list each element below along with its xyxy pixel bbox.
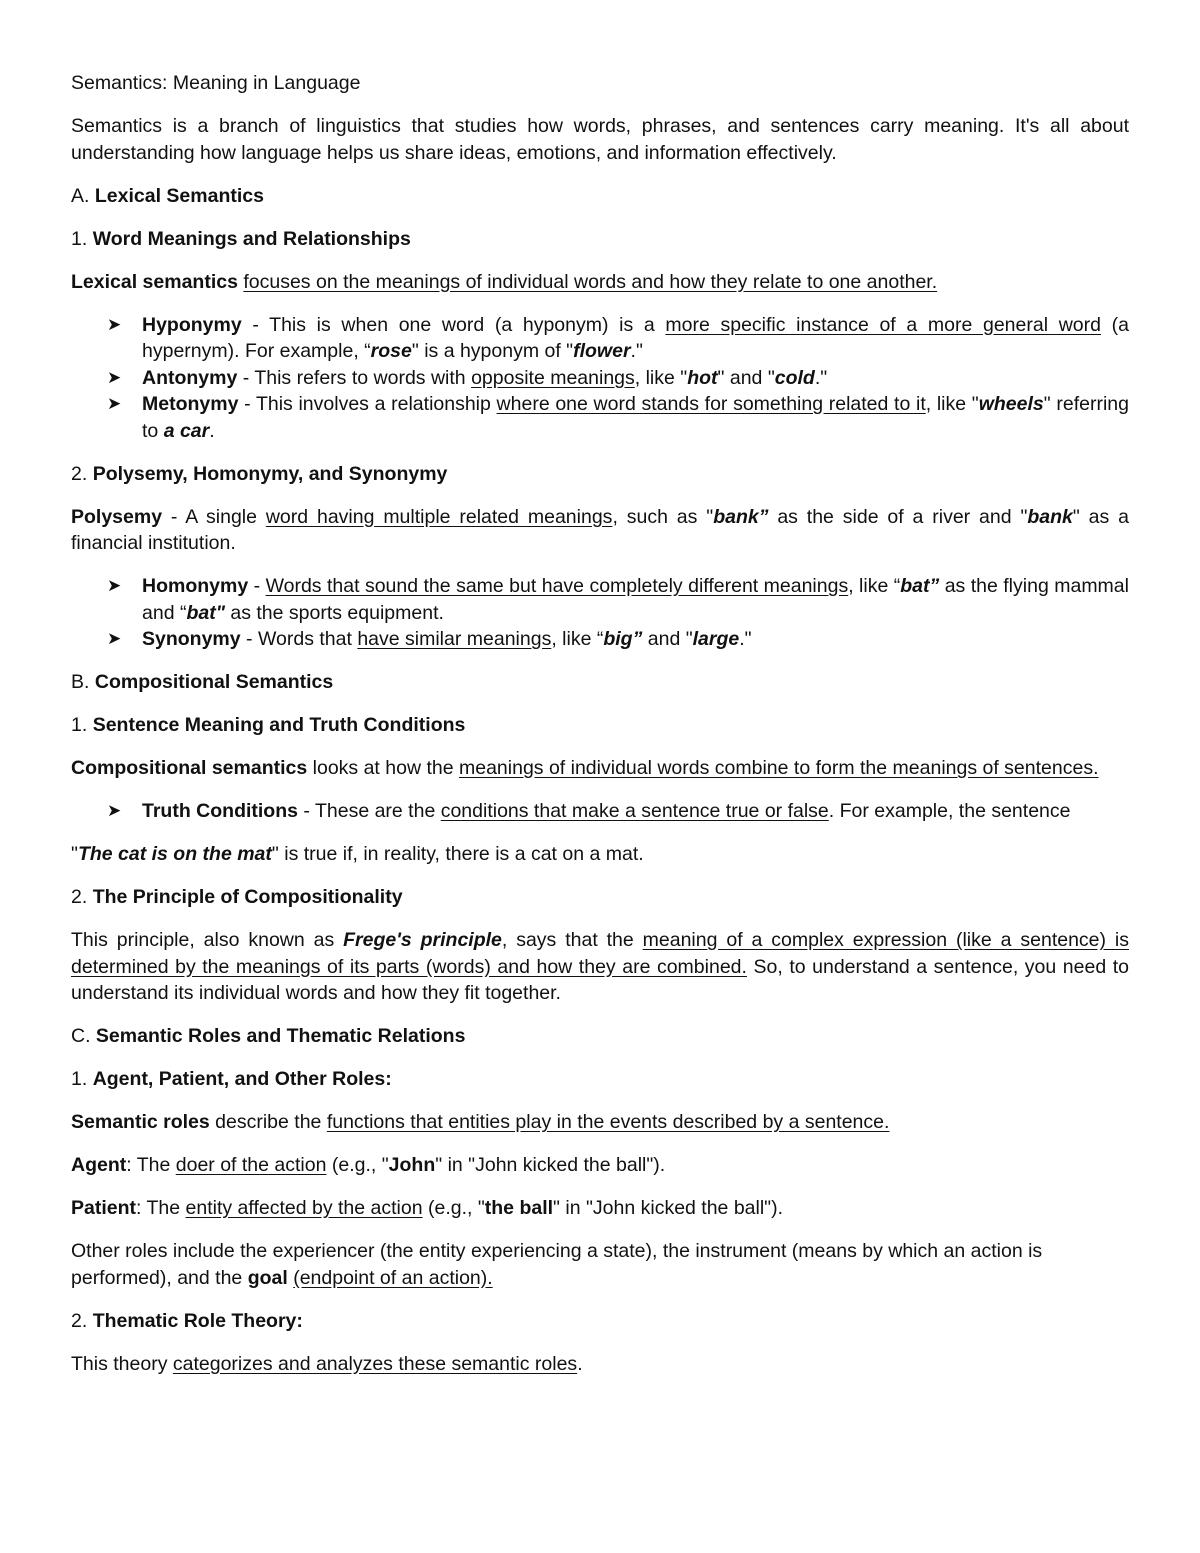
arrow-bullet-icon: ➤	[107, 394, 122, 414]
truth-conditions-example: "The cat is on the mat" is true if, in reality, there is a cat on a mat.	[71, 843, 644, 865]
lexical-semantics-definition: Lexical semantics focuses on the meanings of individual words and how they relate to one another.	[71, 270, 938, 293]
section-b-heading: B. Compositional Semantics	[71, 671, 334, 693]
subsection-c1-heading: 1. Agent, Patient, and Other Roles:	[71, 1068, 392, 1090]
other-roles-paragraph: Other roles include the experiencer (the entity experiencing a state), the instrument (means by which an action is performed), and the goal (endpoint of an action).	[71, 1240, 1043, 1289]
arrow-bullet-icon: ➤	[107, 629, 122, 649]
truth-conditions-list	[71, 798, 1129, 825]
compositional-semantics-definition: Compositional semantics looks at how the meanings of individual words combine to form the meanings of sentences.	[71, 757, 1099, 779]
list-item-homonymy: ➤ Homonymy - Words that sound the same but have completely different meanings, like “bat” as the flying mammal and “bat" as the sports equipment.	[107, 575, 1129, 624]
subsection-a2-heading: 2. Polysemy, Homonymy, and Synonymy	[71, 462, 448, 485]
agent-definition: Agent: The doer of the action (e.g., "John" in "John kicked the ball").	[71, 1154, 666, 1176]
subsection-b1-heading: 1. Sentence Meaning and Truth Conditions	[71, 714, 466, 736]
intro-paragraph: Semantics is a branch of linguistics that studies how words, phrases, and sentences carry meaning. It's all about understanding how language helps us share ideas, emotions, and information effectively.	[71, 115, 1129, 164]
list-item-synonymy: ➤ Synonymy - Words that have similar meanings, like “big” and "large."	[71, 626, 1129, 653]
document-title: Semantics: Meaning in Language	[71, 72, 361, 94]
homonymy-synonymy-list	[71, 573, 1129, 653]
arrow-bullet-icon: ➤	[107, 314, 122, 335]
list-item-metonymy: ➤ Metonymy - This involves a relationship where one word stands for something related to it, like "wheels" referring to a car.	[107, 393, 1129, 442]
subsection-b2-heading: 2. The Principle of Compositionality	[71, 886, 403, 908]
patient-definition: Patient: The entity affected by the action (e.g., "the ball" in "John kicked the ball").	[71, 1197, 784, 1219]
section-c-heading: C. Semantic Roles and Thematic Relations	[71, 1025, 466, 1047]
thematic-role-theory-paragraph: This theory categorizes and analyzes these semantic roles.	[71, 1352, 583, 1375]
arrow-bullet-icon: ➤	[107, 576, 122, 596]
list-item-antonymy: ➤ Antonymy - This refers to words with opposite meanings, like "hot" and "cold."	[71, 365, 1129, 392]
list-item-hyponymy: ➤ Hyponymy - This is when one word (a hyponym) is a more specific instance of a more general word (a hypernym). For example, “rose" is a hyponym of "flower."	[107, 313, 1129, 362]
lexical-relations-list	[71, 312, 1129, 445]
section-a-heading: A. Lexical Semantics	[71, 184, 264, 207]
list-item-truth-conditions: ➤ Truth Conditions - These are the conditions that make a sentence true or false. For example, the sentence	[71, 798, 1129, 825]
document-page	[71, 70, 1129, 1394]
subsection-c2-heading: 2. Thematic Role Theory:	[71, 1309, 303, 1332]
arrow-bullet-icon: ➤	[107, 367, 122, 388]
subsection-a1-heading: 1. Word Meanings and Relationships	[71, 227, 411, 250]
arrow-bullet-icon: ➤	[107, 801, 122, 821]
compositionality-paragraph: This principle, also known as Frege's principle, says that the meaning of a complex expression (like a sentence) is determined by the meanings of its parts (words) and how they are combined. So, to understand a sentence, you need to understand its individual words and how they fit together.	[71, 929, 1130, 1004]
semantic-roles-definition: Semantic roles describe the functions that entities play in the events described by a sentence.	[71, 1111, 890, 1133]
polysemy-paragraph: Polysemy - A single word having multiple related meanings, such as "bank” as the side of a river and "bank" as a financial institution.	[71, 505, 1129, 554]
